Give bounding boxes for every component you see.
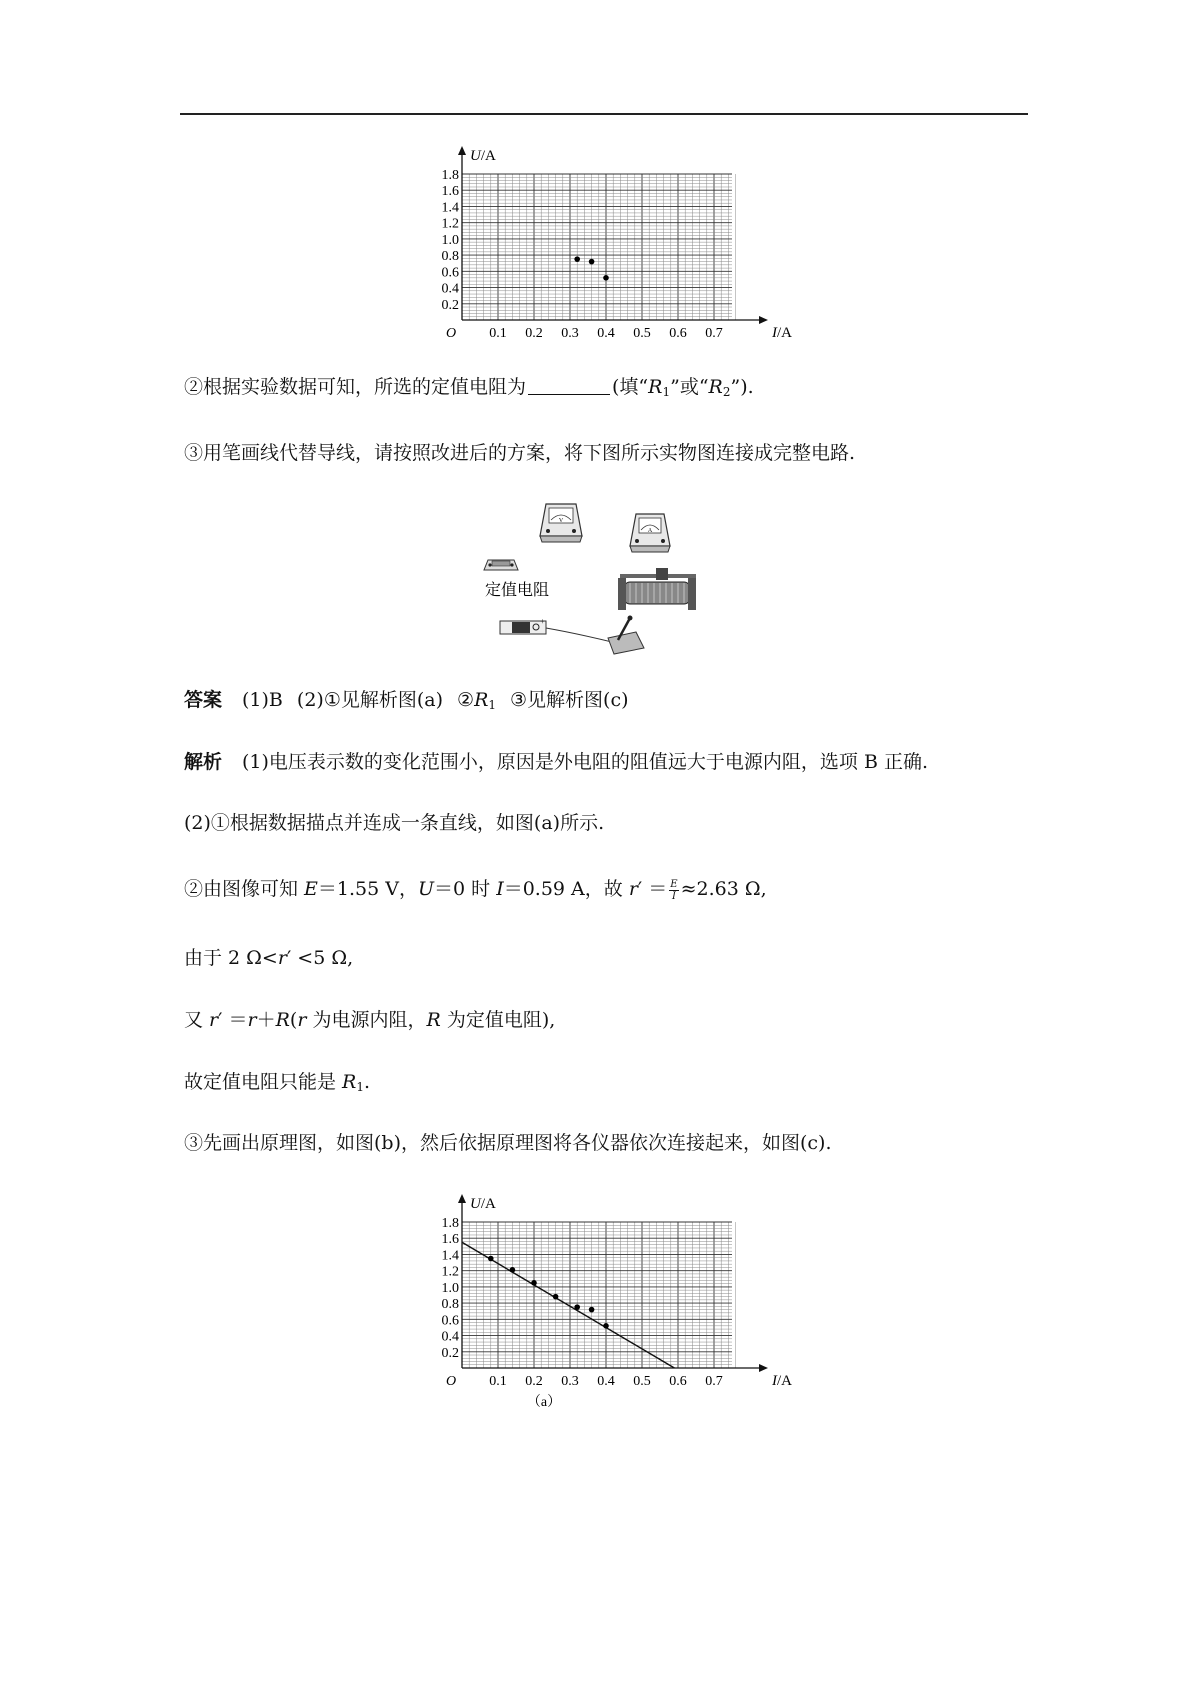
origin-label: O xyxy=(446,326,457,341)
data-point xyxy=(574,1304,580,1310)
r-capital-symbol: R xyxy=(275,1009,290,1031)
analysis-text-1: (1)电压表示数的变化范围小，原因是外电阻的阻值远大于电源内阻，选项 B 正确. xyxy=(242,751,929,773)
x-tick-label: 0.2 xyxy=(525,326,543,341)
x-tick-label: 0.6 xyxy=(669,326,687,341)
y-tick-label: 1.4 xyxy=(441,1248,459,1264)
battery-plus: + xyxy=(540,617,545,626)
l5-b: ′ ＝ xyxy=(218,1009,248,1031)
x-tick-label: 0.3 xyxy=(561,1374,579,1389)
l3-f: ≈2.63 Ω, xyxy=(680,878,767,900)
l5-f: 为定值电阻), xyxy=(440,1009,556,1031)
fraction-numerator: E xyxy=(670,878,678,890)
question-3-line: ③用笔画线代替导线，请按照改进后的方案，将下图所示实物图连接成完整电路. xyxy=(184,442,856,464)
equipment-illustration xyxy=(480,498,730,658)
chart-grid xyxy=(462,174,736,320)
y-tick-label: 1.0 xyxy=(441,1280,459,1296)
y-tick-label: 0.8 xyxy=(441,1297,459,1313)
q2-prefix: ②根据实验数据可知，所选的定值电阻为 xyxy=(184,376,527,398)
x-tick-label: 0.7 xyxy=(705,326,723,341)
l3-e: ′ ＝ xyxy=(637,878,668,900)
i-symbol: I xyxy=(496,878,504,900)
u-i-chart-top xyxy=(420,140,800,345)
q2-mid: ”或“ xyxy=(670,376,709,398)
fraction-e-over-i xyxy=(669,879,678,902)
l5-e: 为电源内阻， xyxy=(306,1009,427,1031)
analysis-line-3 xyxy=(184,876,767,902)
ammeter-letter: A xyxy=(647,528,653,534)
r-symbol: r xyxy=(209,1009,219,1031)
x-tick-label: 0.3 xyxy=(561,326,579,341)
fraction-denominator: I xyxy=(671,890,676,902)
x-tick-label: 0.5 xyxy=(633,326,651,341)
answer-part-4: ③见解析图(c) xyxy=(510,689,629,711)
y-tick-label: 0.2 xyxy=(441,1345,459,1361)
data-point xyxy=(603,1323,609,1329)
y-axis-arrow-icon xyxy=(458,146,466,155)
chart-grid xyxy=(462,1222,736,1368)
x-tick-label: 0.4 xyxy=(597,326,615,341)
analysis-line-4 xyxy=(184,945,353,971)
r1-subscript: 1 xyxy=(356,1080,364,1094)
data-point xyxy=(589,1307,595,1313)
l3-a: ②由图像可知 xyxy=(184,878,305,900)
analysis-line-6 xyxy=(184,1069,370,1100)
r-symbol: r xyxy=(297,1009,307,1031)
data-point xyxy=(589,259,595,265)
y-tick-label: 1.2 xyxy=(441,1264,459,1280)
data-point xyxy=(531,1280,537,1286)
x-tick-label: 0.5 xyxy=(633,1374,651,1389)
x-axis-arrow-icon xyxy=(759,1364,768,1372)
data-point xyxy=(510,1267,516,1273)
x-tick-label: 0.6 xyxy=(669,1374,687,1389)
x-tick-label: 0.1 xyxy=(489,1374,507,1389)
answer-part-1: (1)B xyxy=(242,689,283,711)
r-symbol: R xyxy=(648,376,663,398)
l6-a: 故定值电阻只能是 xyxy=(184,1071,343,1093)
voltmeter-letter: V xyxy=(558,518,564,524)
r-symbol: R xyxy=(474,689,489,711)
l5-d: ( xyxy=(289,1009,298,1031)
q2-suffix: (填“ xyxy=(612,376,649,398)
chart-caption: （a） xyxy=(526,1395,562,1410)
y-tick-label: 1.4 xyxy=(441,200,459,216)
r1-subscript: 1 xyxy=(662,385,671,399)
answer-part-2: (2)①见解析图(a) xyxy=(296,689,444,711)
y-tick-label: 0.6 xyxy=(441,265,459,281)
header-rule xyxy=(180,113,1028,115)
x-tick-label: 0.2 xyxy=(525,1374,543,1389)
x-tick-label: 0.1 xyxy=(489,326,507,341)
question-2-line xyxy=(184,374,754,405)
data-point xyxy=(603,275,609,281)
ammeter-icon xyxy=(630,514,670,552)
y-tick-label: 0.4 xyxy=(441,1329,459,1345)
analysis-line-1 xyxy=(184,749,928,775)
y-tick-label: 0.4 xyxy=(441,281,459,297)
x-axis-label: I/A xyxy=(772,1373,792,1389)
q2-end: ”). xyxy=(730,376,754,398)
data-point xyxy=(553,1294,559,1300)
u-symbol: U xyxy=(418,878,435,900)
answer-part-3: ② xyxy=(457,689,475,711)
y-axis-label: U/A xyxy=(470,1196,496,1212)
analysis-label: 解析 xyxy=(184,751,223,773)
battery-icon xyxy=(500,617,546,634)
u-i-chart-a xyxy=(420,1188,800,1413)
origin-label: O xyxy=(446,1374,457,1389)
y-axis-label: U/A xyxy=(470,148,496,164)
l3-c: ＝0 时 xyxy=(434,878,497,900)
analysis-line-7: ③先画出原理图，如图(b)，然后依据原理图将各仪器依次连接起来，如图(c). xyxy=(184,1132,832,1154)
y-tick-label: 1.8 xyxy=(441,168,459,183)
resistor-label: 定值电阻 xyxy=(485,582,550,599)
r-capital-symbol: R xyxy=(426,1009,441,1031)
y-tick-label: 1.6 xyxy=(441,1232,459,1248)
r-symbol: r xyxy=(628,878,638,900)
y-tick-label: 1.0 xyxy=(441,232,459,248)
l3-b: ＝1.55 V， xyxy=(317,878,418,900)
y-tick-label: 0.2 xyxy=(441,297,459,313)
y-tick-label: 0.8 xyxy=(441,249,459,265)
y-axis-arrow-icon xyxy=(458,1194,466,1203)
l5-c: ＋ xyxy=(256,1009,276,1031)
l4-a: 由于 2 Ω< xyxy=(184,947,278,969)
analysis-line-2: (2)①根据数据描点并连成一条直线，如图(a)所示. xyxy=(184,812,605,834)
r1-subscript: 1 xyxy=(488,698,497,712)
l3-d: ＝0.59 A，故 xyxy=(503,878,629,900)
resistor-icon xyxy=(484,560,549,599)
l4-b: ′ <5 Ω, xyxy=(286,947,354,969)
y-tick-label: 1.8 xyxy=(441,1216,459,1231)
rheostat-icon xyxy=(618,568,696,610)
answer-label: 答案 xyxy=(184,689,223,711)
switch-icon xyxy=(608,616,644,655)
r-symbol: r xyxy=(277,947,287,969)
r2-subscript: 2 xyxy=(722,385,731,399)
r-symbol: R xyxy=(708,376,723,398)
e-symbol: E xyxy=(304,878,318,900)
x-tick-label: 0.7 xyxy=(705,1374,723,1389)
analysis-line-5 xyxy=(184,1007,555,1033)
data-point xyxy=(488,1256,494,1262)
r-capital-symbol: R xyxy=(342,1071,357,1093)
l6-b: . xyxy=(364,1071,371,1093)
l5-a: 又 xyxy=(184,1009,210,1031)
y-tick-label: 0.6 xyxy=(441,1313,459,1329)
answer-blank xyxy=(528,376,610,395)
y-tick-label: 1.6 xyxy=(441,184,459,200)
voltmeter-icon xyxy=(540,504,582,542)
x-tick-label: 0.4 xyxy=(597,1374,615,1389)
data-point xyxy=(574,256,580,262)
x-axis-label: I/A xyxy=(772,325,792,341)
x-axis-arrow-icon xyxy=(759,316,768,324)
r-symbol: r xyxy=(247,1009,257,1031)
y-tick-label: 1.2 xyxy=(441,216,459,232)
answer-line xyxy=(184,687,629,718)
